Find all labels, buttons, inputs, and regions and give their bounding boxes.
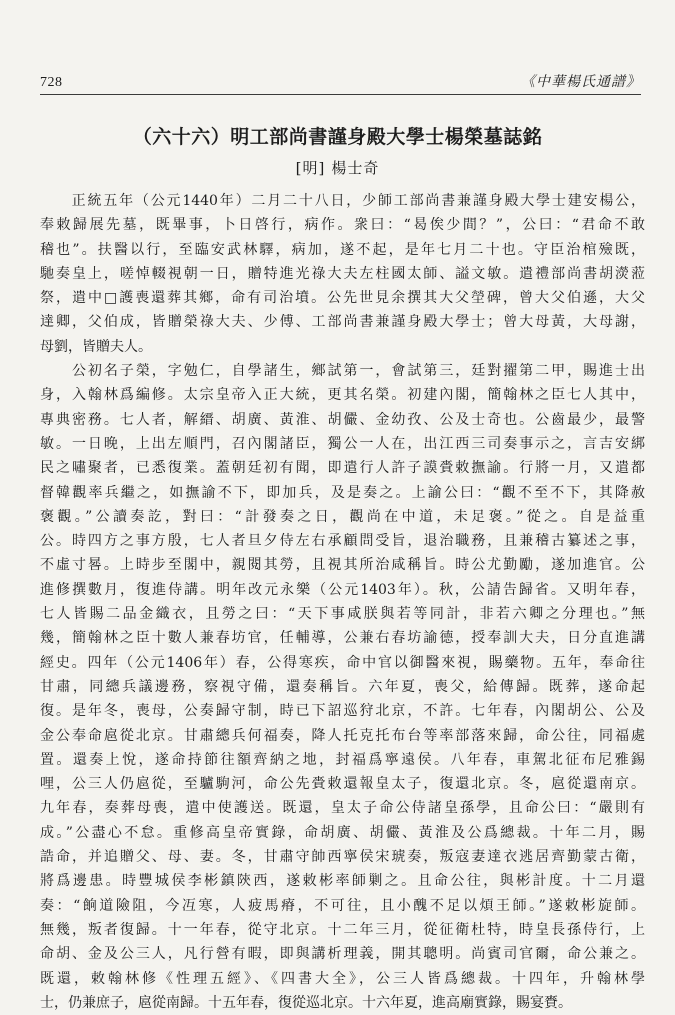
book-title: 《中華楊氏通譜》	[521, 74, 641, 90]
text-line: 身，入翰林爲編修。太宗皇帝入正大統，更其名榮。初建內閣，簡翰林之臣七人其中，	[40, 387, 645, 404]
text-line: 誥命，并追贈父、母、妻。冬，甘肅守帥西寧侯宋琥奏，叛寇妻達衣逃居齊勤蒙古衛，	[40, 849, 645, 866]
text-line: 既還，敕翰林修《性理五經》、《四書大全》，公三人皆爲總裁。十四年，升翰林學	[40, 970, 645, 987]
text-line: 進修撰數月，復進侍講。明年改元永樂（公元1403年）。秋，公請告歸省。又明年春，	[40, 581, 645, 598]
text-line: 奉敕歸展先墓，既畢事，卜日啓行，病作。衆曰：“曷俟少間？”，公曰：“君命不敢	[40, 217, 645, 234]
text-line: 命胡、金及公三人，凡行營有暇，即與講析理義，開其聰明。尚賓司官爾，命公兼之。	[40, 946, 645, 963]
article-title: （六十六）明工部尚書謹身殿大學士楊榮墓誌銘	[132, 126, 543, 148]
running-header	[40, 72, 641, 95]
text-line: 公。時四方之事方殷，七人者旦夕侍左右承顧問受旨，退治職務，且兼稽古纂述之事，	[40, 533, 645, 550]
text-line: 達卿，父伯成，皆贈榮祿大夫、少傅、工部尚書兼謹身殿大學士；曾大母黃，大母謝，	[40, 314, 645, 331]
text-line: 士，仍兼庶子，扈從南歸。十五年春，復從巡北京。十六年夏，進高廟實錄，賜宴賚。	[40, 994, 572, 1011]
author-dynasty: [明]	[295, 159, 326, 177]
text-line: 成。”公盡心不怠。重修高皇帝實錄，命胡廣、胡儼、黃淮及公爲總裁。十年二月，賜	[40, 824, 645, 841]
text-line: 稽也”。扶醫以行，至臨安武林驛，病加，遂不起，是年七月二十也。守臣治棺殮既，	[40, 241, 645, 258]
text-line: 置。還奏上悅，遂命持節往額齊納之地，封福爲寧遠侯。八年春，車駕北征布尼雅錫	[40, 751, 645, 768]
text-line: 褒觀。”公讀奏訖，對曰：“計發奏之日，觀尚在中道，未足褒。”從之。自是益重	[40, 508, 645, 525]
text-line: 金公奉命扈從北京。甘肅總兵何福奏，降人托克托布台等率部落來歸，命公往，同福處	[40, 727, 645, 744]
text-line: 七人皆賜二品金織衣，且勞之曰：“天下事咸朕與若等同計，非若六卿之分理也。”無	[40, 606, 645, 623]
text-line: 民之嘯聚者，已悉復業。蓋朝廷初有聞，即遣行人許子謨賫敕撫諭。行將一月，又遣都	[40, 460, 645, 477]
text-line: 將爲邊患。時豐城侯李彬鎮陝西，遂敕彬率師剿之。且命公往，與彬計度。十二月還	[40, 873, 645, 890]
author-line	[0, 157, 675, 178]
text-line: 奏：“餉道險阻，今冱寒，人疲馬瘠，不可往，且小醜不足以煩王師。”遂敕彬旋師。	[40, 897, 645, 914]
text-line: 專典密務。七人者，解縉、胡廣、黃淮、胡儼、金幼孜、公及士奇也。公齒最少，最警	[40, 411, 645, 428]
text-line: 甘肅，同總兵議邊務，察視守備，還奏稱旨。六年夏，喪父，給傳歸。既葬，遂命起	[40, 678, 645, 695]
text-line: 不虛寸晷。上時步至閣中，親閱其勞，且視其所治咸稱旨。時公尤勤勵，遂加進官。公	[40, 557, 645, 574]
text-line: 母劉，皆贈夫人。	[40, 338, 152, 355]
text-line: 經史。四年（公元1406年）春，公得寒疾，命中官以御醫來視，賜藥物。五年，奉命往	[40, 654, 645, 671]
text-line: 復。是年冬，喪母，公奏歸守制，時已下詔巡狩北京，不許。七年春，內閣胡公、公及	[40, 703, 645, 720]
author-name: 楊士奇	[331, 159, 380, 177]
text-line: 幾，簡翰林之臣十數人兼春坊官，任輔導，公兼右春坊諭德，授奉訓大夫，日分直進講	[40, 630, 645, 647]
text-line: 敏。一日晚，上出左順門，召內閣諸臣，獨公一人在，出江西三司奏事示之，言吉安綁	[40, 435, 645, 452]
text-line: 祭，遣中□護喪還葬其鄉，命有司治墳。公先世見余撰其大父塋碑，曾大父伯遜，大父	[40, 290, 645, 307]
body-text	[40, 189, 645, 1015]
text-line: 九年春，奏葬母喪，遣中使護送。既還，皇太子命公侍諸皇孫學，且命公曰：“嚴則有	[40, 800, 645, 817]
text-line: 公初名子榮，字勉仁，自學諸生，鄉試第一，會試第三，廷對擢第二甲，賜進士出	[40, 363, 645, 380]
text-line: 無幾，叛者復歸。十一年春，從守北京。十二年三月，從征衛杜特，時皇長孫侍行，上	[40, 921, 645, 938]
text-line: 馳奏皇上，嗟悼輟視朝一日，贈特進光祿大夫左柱國太師、謚文敏。遣禮部尚書胡濙蒞	[40, 265, 645, 282]
text-line: 正統五年（公元1440年）二月二十八日，少師工部尚書兼謹身殿大學士建安楊公，	[40, 193, 645, 209]
text-line: 督韓觀率兵繼之，如撫諭不下，即加兵，及是奏之。上諭公曰：“觀不至不下，其降赦	[40, 484, 645, 501]
text-line: 哩，公三人仍扈從，至驢駒河，命公先賫敕還報皇太子，復還北京。冬，扈從還南京。	[40, 776, 645, 793]
page-number: 728	[40, 75, 63, 90]
